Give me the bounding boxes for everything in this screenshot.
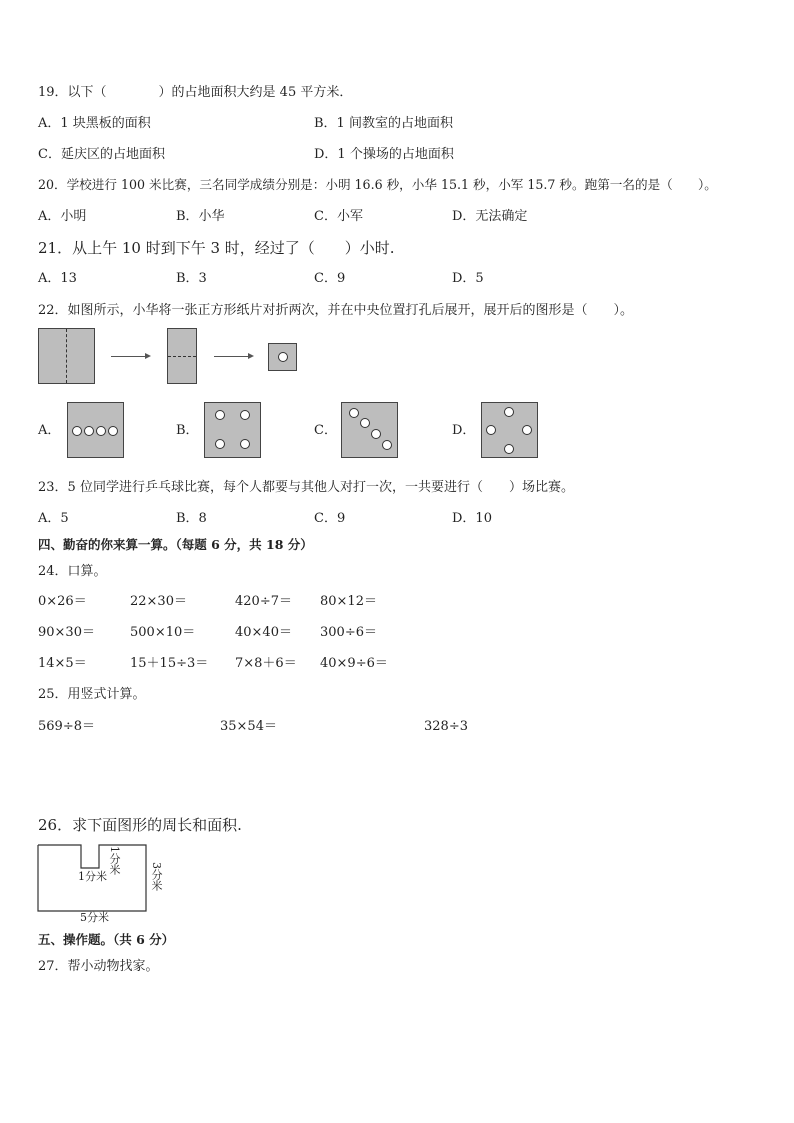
q24-item: 80×12＝ (320, 594, 377, 609)
q22-option-b-label[interactable]: B． (176, 423, 199, 438)
q21-option-d[interactable]: D．5 (452, 271, 484, 286)
q21-option-a[interactable]: A．13 (38, 271, 77, 286)
notch-depth-label: 1分米 (108, 846, 121, 875)
q21-stem: 21．从上午 10 时到下午 3 时，经过了（ ）小时. (38, 239, 395, 257)
q24-item: 7×8＋6＝ (235, 656, 297, 671)
arrow-icon (111, 356, 149, 357)
hole (72, 426, 82, 436)
q24-stem: 24．口算。 (38, 564, 107, 579)
hole (371, 429, 381, 439)
paper-folded-once (167, 328, 197, 384)
q25-stem: 25．用竖式计算。 (38, 687, 146, 702)
hole (215, 439, 225, 449)
q24-item: 14×5＝ (38, 656, 87, 671)
q22-option-b-figure[interactable] (204, 402, 261, 458)
q23-option-d[interactable]: D．10 (452, 511, 492, 526)
q23-option-c[interactable]: C．9 (314, 511, 346, 526)
q24-item: 90×30＝ (38, 625, 95, 640)
q27-stem: 27．帮小动物找家。 (38, 959, 159, 974)
q19-option-a[interactable]: A．1 块黑板的面积 (38, 116, 151, 131)
notch-width-label: 1分米 (78, 870, 107, 883)
q23-option-b[interactable]: B．8 (176, 511, 207, 526)
hole (504, 407, 514, 417)
q23-stem: 23．5 位同学进行乒乓球比赛，每个人都要与其他人对打一次，一共要进行（ ）场比赛。 (38, 480, 574, 495)
hole (504, 444, 514, 454)
q24-item: 500×10＝ (130, 625, 196, 640)
height-label: 3分米 (150, 862, 163, 891)
hole (108, 426, 118, 436)
hole (486, 425, 496, 435)
q26-stem: 26．求下面图形的周长和面积. (38, 816, 242, 834)
q21-option-c[interactable]: C．9 (314, 271, 346, 286)
q24-item: 0×26＝ (38, 594, 87, 609)
q22-option-a-figure[interactable] (67, 402, 124, 458)
q20-option-a[interactable]: A．小明 (38, 209, 87, 224)
hole (349, 408, 359, 418)
q25-item: 35×54＝ (220, 719, 277, 734)
q22-option-c-figure[interactable] (341, 402, 398, 458)
q20-option-b[interactable]: B．小华 (176, 209, 225, 224)
q25-item: 569÷8＝ (38, 719, 95, 734)
q22-option-d-label[interactable]: D． (452, 423, 476, 438)
paper-folded-twice-punched (268, 343, 297, 371)
punched-hole (278, 352, 288, 362)
q23-option-a[interactable]: A．5 (38, 511, 69, 526)
hole (84, 426, 94, 436)
width-label: 5分米 (80, 911, 109, 924)
q20-option-c[interactable]: C．小军 (314, 209, 363, 224)
hole (215, 410, 225, 420)
section-5-title: 五、操作题。（共 6 分） (38, 932, 175, 947)
q22-option-d-figure[interactable] (481, 402, 538, 458)
section-4-title: 四、勤奋的你来算一算。（每题 6 分，共 18 分） (38, 537, 313, 552)
q24-item: 300÷6＝ (320, 625, 377, 640)
fold-line (66, 329, 67, 383)
q25-item: 328÷3 (424, 719, 468, 734)
arrow-icon (214, 356, 252, 357)
q19-stem: 19．以下（ ）的占地面积大约是 45 平方米． (38, 85, 353, 100)
q22-stem: 22．如图所示，小华将一张正方形纸片对折两次，并在中央位置打孔后展开，展开后的图形是（ ）。 (38, 303, 634, 318)
q24-item: 40×40＝ (235, 625, 292, 640)
q24-item: 15＋15÷3＝ (130, 656, 209, 671)
hole (360, 418, 370, 428)
q20-stem: 20．学校进行 100 米比赛，三名同学成绩分别是：小明 16.6 秒，小华 15.1 秒，小军 15.7 秒。跑第一名的是（ ）。 (38, 177, 717, 192)
paper-full-square (38, 328, 95, 384)
hole (96, 426, 106, 436)
q24-item: 40×9÷6＝ (320, 656, 388, 671)
q24-item: 420÷7＝ (235, 594, 292, 609)
hole (240, 410, 250, 420)
fold-line (168, 356, 196, 357)
hole (240, 439, 250, 449)
q22-option-a-label[interactable]: A． (38, 423, 61, 438)
q19-option-b[interactable]: B．1 间教室的占地面积 (314, 116, 453, 131)
hole (522, 425, 532, 435)
q24-item: 22×30＝ (130, 594, 187, 609)
q22-option-c-label[interactable]: C． (314, 423, 337, 438)
q19-option-c[interactable]: C．延庆区的占地面积 (38, 147, 165, 162)
q19-option-d[interactable]: D．1 个操场的占地面积 (314, 147, 454, 162)
q20-option-d[interactable]: D．无法确定 (452, 209, 528, 224)
hole (382, 440, 392, 450)
q21-option-b[interactable]: B．3 (176, 271, 207, 286)
